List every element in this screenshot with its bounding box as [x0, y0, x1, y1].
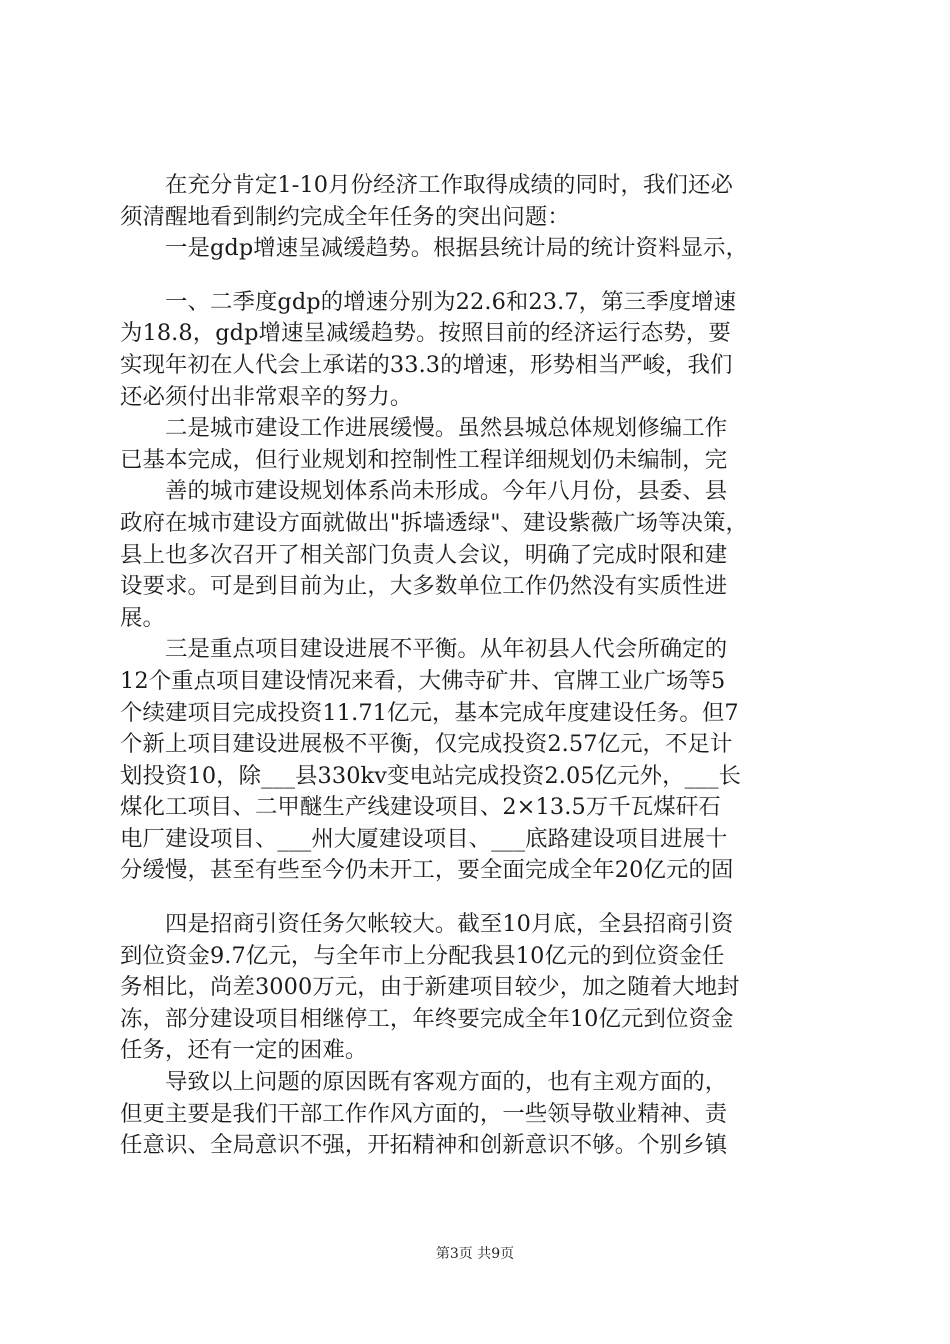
paragraph-group-1	[120, 170, 835, 265]
text-line: 但更主要是我们干部工作作风方面的，一些领导敬业精神、责	[120, 1100, 728, 1127]
text-line: 须清醒地看到制约完成全年任务的突出问题：	[120, 203, 570, 230]
text-line: 三是重点项目建设进展不平衡。从年初县人代会所确定的	[120, 636, 728, 663]
text-line: 二是城市建设工作进展缓慢。虽然县城总体规划修编工作	[120, 415, 728, 442]
text-line: 务相比，尚差3000万元，由于新建项目较少，加之随着大地封	[120, 974, 740, 1001]
text-line: 个新上项目建设进展极不平衡，仅完成投资2.57亿元，不足计	[120, 731, 733, 758]
text-line: 一是gdp增速呈减缓趋势。根据县统计局的统计资料显示，	[120, 235, 749, 262]
text-line: 一、二季度gdp的增速分别为22.6和23.7，第三季度增速	[120, 288, 737, 315]
paragraph-gap	[120, 265, 835, 287]
text-line: 12个重点项目建设情况来看，大佛寺矿井、官牌工业广场等5	[120, 667, 726, 694]
text-line: 电厂建设项目、___州大厦建设项目、___底路建设项目进展十	[120, 825, 728, 852]
paragraph-group-3	[120, 909, 835, 1162]
text-line: 实现年初在人代会上承诺的33.3的增速，形势相当严峻，我们	[120, 351, 733, 378]
text-line: 县上也多次召开了相关部门负责人会议，明确了完成时限和建	[120, 541, 728, 568]
text-line: 四是招商引资任务欠帐较大。截至10月底，全县招商引资	[120, 911, 734, 938]
text-line: 还必须付出非常艰辛的努力。	[120, 383, 413, 410]
text-line: 任意识、全局意识不强，开拓精神和创新意识不够。个别乡镇	[120, 1132, 728, 1159]
text-line: 政府在城市建设方面就做出"拆墙透绿"、建设紫薇广场等决策，	[120, 509, 749, 536]
page-number-label: 第3页 共9页	[435, 1246, 515, 1262]
paragraph-gap	[120, 887, 835, 909]
text-line: 在充分肯定1-10月份经济工作取得成绩的同时，我们还必	[120, 172, 733, 198]
text-line: 展。	[120, 604, 165, 631]
document-body	[120, 170, 835, 1162]
text-line: 导致以上问题的原因既有客观方面的，也有主观方面的，	[120, 1069, 728, 1096]
text-line: 划投资10，除___县330kv变电站完成投资2.05亿元外，___长	[120, 762, 742, 789]
text-line: 个续建项目完成投资11.71亿元，基本完成年度建设任务。但7	[120, 699, 739, 726]
text-line: 设要求。可是到目前为止，大多数单位工作仍然没有实质性进	[120, 573, 728, 600]
text-line: 善的城市建设规划体系尚未形成。今年八月份，县委、县	[120, 478, 728, 505]
text-line: 已基本完成，但行业规划和控制性工程详细规划仍未编制，完	[120, 446, 728, 473]
text-line: 煤化工项目、二甲醚生产线建设项目、2×13.5万千瓦煤矸石	[120, 794, 721, 821]
text-line: 到位资金9.7亿元，与全年市上分配我县10亿元的到位资金任	[120, 942, 725, 969]
text-line: 为18.8，gdp增速呈减缓趋势。按照目前的经济运行态势，要	[120, 320, 731, 347]
text-line: 任务，还有一定的困难。	[120, 1037, 368, 1064]
text-line: 分缓慢，甚至有些至今仍未开工，要全面完成全年20亿元的固	[120, 857, 734, 884]
page-footer	[0, 1243, 950, 1263]
paragraph-group-2	[120, 287, 835, 887]
text-line: 冻，部分建设项目相继停工，年终要完成全年10亿元到位资金	[120, 1005, 734, 1032]
